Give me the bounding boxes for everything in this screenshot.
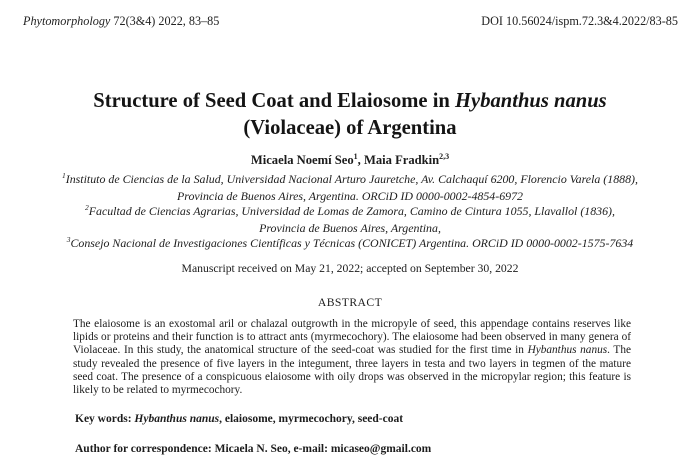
abstract-part: . The study revealed the presence of five layers in the integument, three layers in testa and two layers in tegmen of the mature seed coat. The presence of a conspicuous elaiosome with oily drops was observed in the micropylar region; this feature is likely to be related to myrmecochory. [73, 344, 631, 397]
affiliation-line: Provincia de Buenos Aires, Argentina, [259, 220, 441, 235]
journal-name: Phytomorphology [23, 14, 111, 28]
doi-text: DOI 10.56024/ispm.72.3&4.2022/83-85 [481, 14, 678, 28]
affiliation-number: 3 [66, 235, 71, 244]
affiliation-line: Provincia de Buenos Aires, Argentina. ORCiD ID 0000-0002-4854-6972 [177, 188, 523, 203]
keywords-label: Key words: [75, 413, 135, 425]
keywords [75, 413, 403, 425]
author-name: Maia Fradkin [363, 153, 440, 167]
affiliation-line: Instituto de Ciencias de la Salud, Universidad Nacional Arturo Jauretche, Av. Calchaquí 6200, Florencio Varela (1888), [65, 172, 638, 186]
affiliation-2 [0, 200, 700, 236]
author-affiliation-ref: 1 [353, 152, 358, 161]
abstract-heading: ABSTRACT [317, 296, 383, 309]
paper-title [0, 88, 700, 142]
keyword-species: Hybanthus nanus [134, 413, 220, 425]
manuscript-dates: Manuscript received on May 21, 2022; accepted on September 30, 2022 [181, 262, 519, 275]
affiliation-1 [0, 168, 700, 204]
affiliation-number: 2 [84, 203, 89, 212]
abstract-species: Hybanthus nanus [527, 344, 608, 357]
title-species: Hybanthus nanus [455, 90, 607, 112]
abstract-part: The elaiosome is an exostomal aril or chalazal outgrowth in the micropyle of seed, this appendage contains reserves like lipids or proteins and their function is to attract ants (myrmecochory). The elaiosome had been observed in many genera of Violaceae. In this study, the anatomical structure of the seed-coat was studied for the first time in [73, 318, 631, 357]
abstract-text [73, 318, 631, 397]
author-separator: , [357, 153, 364, 167]
affiliation-line: Consejo Nacional de Investigaciones Científicas y Técnicas (CONICET) Argentina. ORCiD ID 0000-0002-1575-7634 [70, 236, 634, 250]
author-list [0, 152, 700, 168]
author-name: Micaela Noemí Seo [250, 153, 354, 167]
keywords-list: , elaiosome, myrmecochory, seed-coat [219, 413, 404, 425]
correspondence-line: Author for correspondence: Micaela N. Seo, e-mail: micaseo@gmail.com [75, 443, 432, 455]
title-line1-text: Structure of Seed Coat and Elaiosome in [93, 90, 456, 112]
affiliation-number: 1 [62, 171, 66, 180]
affiliation-3 [0, 232, 700, 252]
affiliation-line: Facultad de Ciencias Agrarias, Universidad de Lomas de Zamora, Camino de Cintura 1055, Llavallol (1836), [88, 204, 615, 218]
journal-volume: 72(3&4) 2022, 83–85 [113, 14, 220, 28]
title-line2-text: (Violaceae) of Argentina [243, 117, 457, 139]
journal-citation [23, 14, 219, 29]
author-affiliation-ref: 2,3 [439, 152, 450, 161]
